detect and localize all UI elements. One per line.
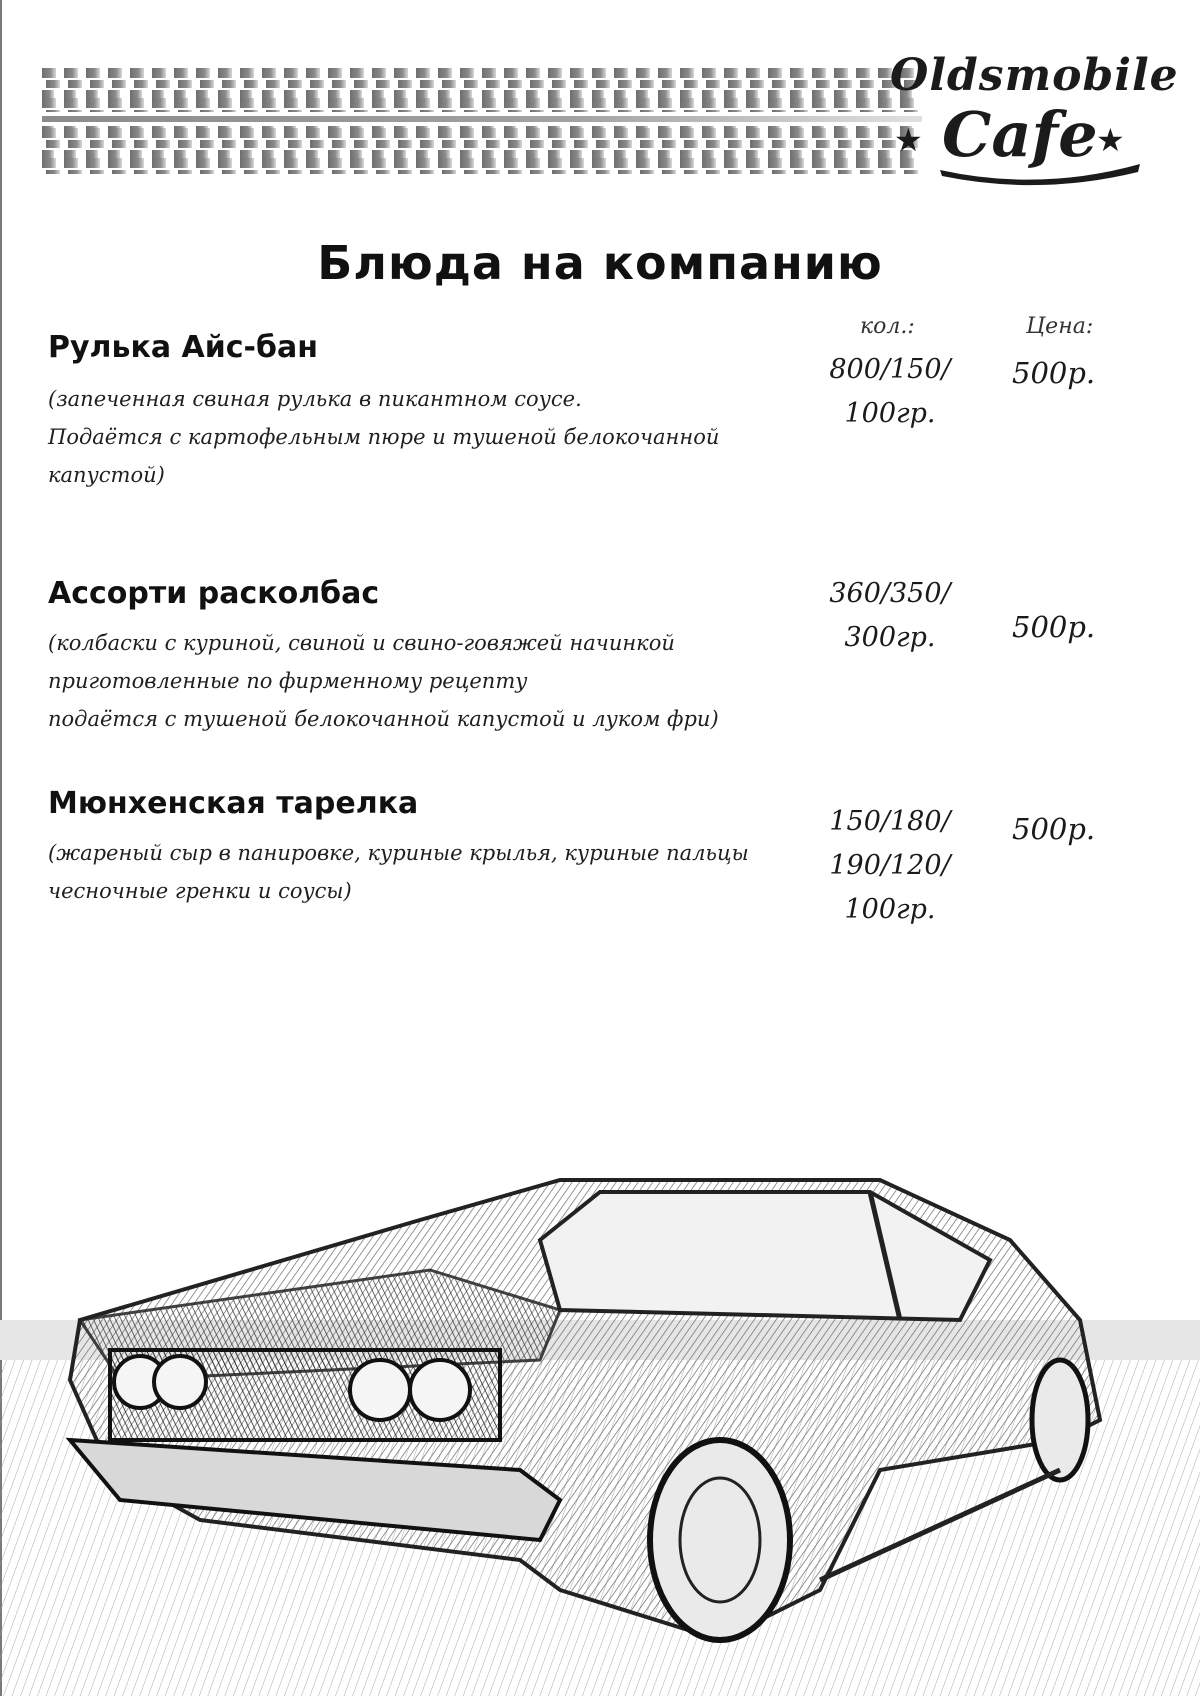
menu-item-description: [48, 624, 778, 738]
description-line: (колбаски с куриной, свиной и свино-говяжей начинкой: [48, 631, 675, 655]
quantity-line: 100гр.: [844, 894, 936, 925]
menu-item-quantity: [810, 800, 970, 932]
menu-item-name: Мюнхенская тарелка: [48, 786, 419, 821]
tire-tracks-decoration: [42, 68, 922, 174]
menu-item-price: 500р.: [1012, 812, 1096, 846]
logo-text-oldsmobile: Oldsmobile: [890, 50, 1179, 101]
menu-item-name: Рулька Айс-бан: [48, 330, 318, 365]
description-line: чесночные гренки и соусы): [48, 879, 352, 903]
description-line: Подаётся с картофельным пюре и тушеной белокочанной: [48, 425, 720, 449]
swoosh-icon: [940, 162, 1140, 188]
description-line: (жареный сыр в панировке, куриные крылья, куриные пальцы: [48, 841, 749, 865]
cafe-logo: [880, 50, 1179, 190]
logo-text-cafe: Cafe: [942, 98, 1098, 171]
quantity-line: 150/180/: [829, 806, 951, 837]
car-sketch-illustration: [0, 1120, 1200, 1696]
star-icon: ★: [1096, 121, 1125, 159]
description-line: подаётся с тушеной белокочанной капустой и луком фри): [48, 707, 719, 731]
column-header-quantity: кол.:: [860, 314, 915, 339]
page-title: Блюда на компанию: [317, 236, 883, 290]
star-icon: ★: [894, 121, 923, 159]
menu-item-name: Ассорти расколбас: [48, 576, 380, 611]
description-line: капустой): [48, 463, 165, 487]
menu-item-quantity: [810, 348, 970, 436]
menu-item-price: 500р.: [1012, 610, 1096, 644]
quantity-line: 300гр.: [844, 622, 936, 653]
description-line: приготовленные по фирменному рецепту: [48, 669, 528, 693]
menu-item-description: [48, 834, 778, 910]
quantity-line: 100гр.: [844, 398, 936, 429]
quantity-line: 800/150/: [829, 354, 951, 385]
quantity-line: 190/120/: [829, 850, 951, 881]
column-header-price: Цена:: [1026, 314, 1094, 339]
description-line: (запеченная свиная рулька в пикантном соусе.: [48, 387, 582, 411]
menu-item-quantity: [810, 572, 970, 660]
menu-item-description: [48, 380, 778, 494]
menu-item-price: 500р.: [1012, 356, 1096, 390]
quantity-line: 360/350/: [829, 578, 951, 609]
